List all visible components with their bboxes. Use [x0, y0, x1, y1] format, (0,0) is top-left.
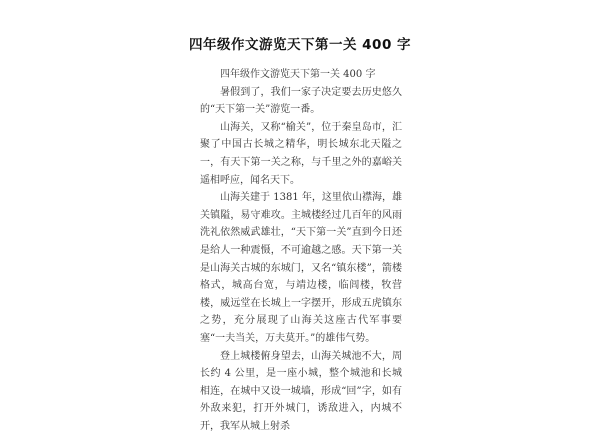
paragraph: 山海关，又称“榆关”，位于秦皇岛市，汇聚了中国古长城之精华，明长城东北天隘之一，有天下第一关之称，与千里之外的嘉峪关遥相呼应，闻名天下。 [200, 119, 402, 189]
document-body [200, 66, 402, 435]
paragraph: 山海关建于 1381 年，这里依山襟海，雄关镇隘，易守难攻。主城楼经过几百年的风雨洗礼依然威武雄壮，“天下第一关”直到今日还是给人一种震慑，不可逾越之感。天下第一关是山海关古城的东城门，又名“镇东楼”，箭楼格式，城高台宽，与靖边楼，临闾楼，牧营楼，威远堂在长城上一字摆开，形成五虎镇东之势，充分展现了山海关这座古代军事要塞“一夫当关，万夫莫开。”的雄伟气势。 [200, 189, 402, 347]
paragraph: 四年级作文游览天下第一关 400 字 [200, 66, 402, 84]
paragraph: 暑假到了，我们一家子决定要去历史悠久的“天下第一关”游览一番。 [200, 84, 402, 119]
document-title: 四年级作文游览天下第一关 400 字 [0, 33, 600, 53]
paragraph: 登上城楼俯身望去，山海关城池不大，周长约 4 公里，是一座小城，整个城池和长城相连，在城中又设一城墙，形成“回”字，如有外敌来犯，打开外城门，诱敌进入，内城不开，我军从城上射杀 [200, 348, 402, 435]
